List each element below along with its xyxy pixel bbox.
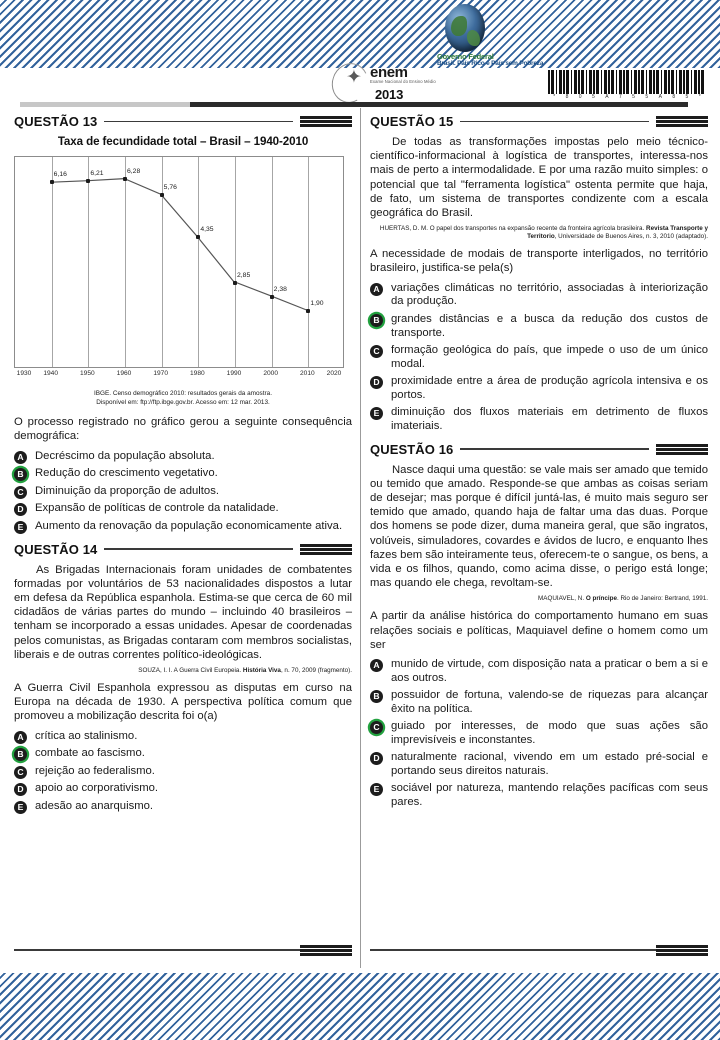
question-16-body: Nasce daqui uma questão: se vale mais ser amado que temido ou temido que amado. Responde-se que ambas as coisas seriam de desejar; mas porque é difícil juntá-las, é muito mais seguro ser temido que amado, quando haja de faltar uma das duas. Porque dos homens se pode dizer, duma maneira geral, que são ingratos, volúveis, simuladores, covardes e ávidos de lucro, e enquanto lhes fazes bem são inteiramente teus, oferecem-te o sangue, os bens, a vida e os filhos, quando, como acima disse, o perigo está longe; mas quando ele chega, revoltam-se. [370,463,708,590]
alternative-letter-badge[interactable]: A [14,731,27,744]
question-14 [14,542,352,814]
chart-point-label: 2,85 [237,271,251,279]
column-divider [360,108,361,968]
chart-data-point [270,295,274,299]
chart-point-label: 6,28 [127,167,141,175]
alternative-letter-badge[interactable]: A [14,451,27,464]
barcode-digit: 7 [618,94,622,100]
barcode-digit: 5 [632,94,635,100]
question-15-body: De todas as transformações impostas pelo meio técnico-científico-informacional à logística de transportes, interessa-nos mais de perto a intermodalidade. E por uma razão muito simples: o potencial que tal "ferramenta logística" ostenta permite que haja, de fato, um sistema de transportes condizente com a escala geográfica do Brasil. [370,136,708,220]
globe-icon [445,4,485,52]
question-16-number: QUESTÃO 16 [370,441,454,457]
barcode-digit: A [605,94,609,100]
chart-gridline [272,157,273,367]
enem-bird-icon: ✦ [346,67,362,88]
chart-x-tick-label: 1980 [189,370,205,377]
chart-x-tick-label: 2010 [299,370,315,377]
alternative-letter-badge[interactable]: D [370,752,383,765]
source-plain-2: , n. 70, 2009 (fragmento). [280,667,352,675]
header-line [460,121,649,122]
alternative-option-b[interactable] [14,747,352,761]
chart-gridline [235,157,236,367]
alternative-option-d[interactable] [14,502,352,516]
barcode-digit: * [553,94,556,100]
question-14-stem: A Guerra Civil Espanhola expressou as disputas em curso na Europa na década de 1930. A perspectiva política comum que promoveu a mobilização descrita foi o(a) [14,682,352,723]
header-stripe-block [300,116,352,127]
barcode-digit: 5 [645,94,649,100]
question-13 [14,114,352,534]
chart-data-point [123,177,127,181]
chart-line-svg [15,157,343,367]
alternative-option-a[interactable] [370,658,708,686]
question-13-alternatives [14,450,352,534]
chart-x-tick-label: 2020 [326,370,342,377]
alternative-letter-badge[interactable]: D [14,783,27,796]
alternative-option-b[interactable] [370,313,708,341]
header-rule-gray [20,102,190,107]
footer-rule-left [14,944,352,956]
alternative-letter-badge[interactable]: E [14,801,27,814]
enem-wordmark: enem [370,64,408,81]
header-stripe-block [656,116,708,127]
question-16-stem: A partir da análise histórica do comportamento humano em suas relações sociais e políticas, Maquiavel define o homem como um ser [370,610,708,651]
alternative-letter-badge[interactable]: C [14,766,27,779]
source-plain-2: . Rio de Janeiro: Bertrand, 1991. [616,595,708,603]
alternative-letter-badge[interactable]: B [370,690,383,703]
alternative-letter-badge[interactable]: C [370,721,383,734]
footer-line [370,949,656,950]
barcode-digit: 0 [578,94,582,100]
chart-point-label: 4,35 [200,226,214,234]
question-15-number: QUESTÃO 15 [370,114,454,129]
chart-data-point [233,281,237,285]
alternative-option-e[interactable] [370,782,708,810]
question-15-header [370,114,708,129]
chart-x-tick-label: 1940 [43,370,58,377]
page-footer-rules [0,944,720,958]
chart-gridline [125,157,126,367]
header-rule-black [190,102,688,107]
alternative-option-e[interactable] [14,800,352,814]
chart-gridline [198,157,199,367]
barcode-digit: 8 [672,94,676,100]
alternative-option-c[interactable] [370,720,708,748]
alternative-option-b[interactable] [370,689,708,717]
source-plain-1: MAQUIAVEL, N. [538,595,586,603]
barcode-digit: A [658,94,662,100]
alternative-text: apoio ao corporativismo. [35,782,159,795]
source-plain-2: , Universidade de Buenos Aires, n. 3, 2010 (adaptado). [554,233,708,241]
header-stripe-block [656,444,708,455]
alternative-text: munido de virtude, com disposição nata a praticar o bem a si e aos outros. [391,658,708,684]
question-13-number: QUESTÃO 13 [14,114,98,129]
chart-source [14,390,352,407]
alternative-text: combate ao fascismo. [35,747,145,760]
source-bold: O príncipe [585,595,617,603]
alternative-option-a[interactable] [370,282,708,310]
question-16-header [370,442,708,457]
alternative-text: Redução do crescimento vegetativo. [35,467,218,480]
chart-x-tick-label: 1950 [79,370,95,377]
question-14-body: As Brigadas Internacionais foram unidades de combatentes formadas por voluntários de 53 nacionalidades dispostos a lutar em defesa da República espanhola. Estima-se que cerca de 60 mil cidadãos de várias partes do mundo – incluindo 40 brasileiros – tenham se incorporado a essas unidades. Apesar de coordenadas pelos comunistas, as Brigadas contaram com membros socialistas, liberais e de outras correntes político-ideológicas. [14,563,352,661]
barcode-digit: * [698,94,701,100]
alternative-letter-badge[interactable]: A [370,659,383,672]
question-13-header [14,114,352,129]
decorative-hatch-bottom [0,973,720,1040]
right-column [370,112,708,818]
question-13-stem: O processo registrado no gráfico gerou a seguinte consequência demográfica: [14,416,352,443]
alternative-text: grandes distâncias e a busca da redução dos custos de transporte. [391,312,708,339]
alternative-text: naturalmente racional, vivendo em um estado pré-social e portando seus direitos naturais. [391,751,708,778]
logo-line-1: Governo Federal [437,52,494,61]
alternative-option-c[interactable] [14,765,352,779]
alternative-letter-badge[interactable]: B [14,468,27,481]
chart-plot-area [14,156,344,368]
alternative-option-a[interactable] [14,730,352,744]
header-line [460,448,649,449]
barcode-digits [548,94,706,100]
fecundity-chart [14,135,352,407]
alternative-text: Aumento da renovação da população economicamente ativa. [35,519,343,532]
chart-point-label: 5,76 [163,183,177,191]
chart-data-point [50,180,54,184]
alternative-letter-badge[interactable]: D [14,503,27,516]
alternative-letter-badge[interactable]: A [370,283,383,296]
barcode-digit: 5 [591,94,595,100]
chart-x-tick-label: 1930 [16,370,32,377]
alternative-letter-badge[interactable]: E [370,407,383,420]
question-14-header [14,542,352,557]
chart-source-line-2: Disponível em: ftp://ftp.ibge.gov.br. Acesso em: 12 mar. 2013. [96,398,270,406]
barcode-digit: 8 [565,94,569,100]
chart-data-point [306,309,310,313]
header-line [104,121,293,122]
chart-title: Taxa de fecundidade total – Brasil – 1940-2010 [57,135,309,148]
chart-gridline [52,157,53,367]
source-plain-1: SOUZA, I. I. A Guerra Civil Europeia. [138,667,243,675]
chart-series-line [51,179,306,310]
enem-subtitle: Exame Nacional do Ensino Médio [370,79,436,84]
alternative-letter-badge[interactable]: B [370,314,383,327]
question-16-source [370,595,708,603]
logo-line-2: Brasil. País Rico é País sem Pobreza [437,59,544,67]
alternative-option-e[interactable] [14,520,352,534]
barcode-digit: 5 [685,94,689,100]
alternative-text: adesão ao anarquismo. [35,799,154,812]
enem-year: 2013 [375,87,404,102]
source-bold: História Viva [242,667,281,675]
chart-gridline [162,157,163,367]
alternative-letter-badge[interactable]: E [14,521,27,534]
chart-point-label: 2,38 [273,285,287,293]
alternative-option-e[interactable] [370,406,708,434]
chart-point-label: 6,16 [53,171,67,179]
alternative-text: variações climáticas no território, associadas à interiorização da produção. [391,281,708,308]
alternative-text: diminuição dos fluxos materiais em detrimento de fluxos imateriais. [391,406,708,432]
alternative-text: proximidade entre a área de produção agrícola intensiva e os portos. [391,374,708,401]
alternative-text: possuidor de fortuna, valendo-se de riquezas para alcançar êxito na política. [391,689,708,715]
left-column [14,112,352,822]
question-15-source [370,225,708,241]
alternative-letter-badge[interactable]: C [14,486,27,499]
alternative-text: formação geológica do país, que impede o uso de um único modal. [391,343,708,370]
chart-data-point [160,193,164,197]
chart-data-point [86,179,90,183]
question-15 [370,114,708,434]
alternative-option-d[interactable] [14,782,352,796]
alternative-text: Diminuição da proporção de adultos. [35,484,219,497]
alternative-option-b[interactable] [14,467,352,481]
question-16-alternatives [370,658,708,810]
source-plain-1: HUERTAS, D. M. O papel dos transportes na expansão recente da fronteira agrícola brasileira. [379,225,647,233]
alternative-letter-badge[interactable]: C [370,345,383,358]
alternative-option-d[interactable] [370,751,708,779]
question-14-alternatives [14,730,352,814]
alternative-option-c[interactable] [14,485,352,499]
alternative-text: rejeição ao federalismo. [35,764,155,777]
chart-data-point [196,235,200,239]
alternative-text: Expansão de políticas de controle da natalidade. [35,502,279,515]
alternative-option-c[interactable] [370,344,708,372]
alternative-option-a[interactable] [14,450,352,464]
chart-gridline [88,157,89,367]
question-15-alternatives [370,282,708,434]
alternative-letter-badge[interactable]: D [370,376,383,389]
footer-rule-right [370,944,708,956]
footer-stripe-block [300,945,352,956]
question-14-number: QUESTÃO 14 [14,541,98,557]
chart-x-tick-label: 2000 [263,370,278,377]
chart-point-label: 1,90 [310,300,324,308]
alternative-text: sociável por natureza, mantendo relações pacíficas com seus pares. [391,782,708,809]
footer-line [14,949,300,950]
alternative-text: Decréscimo da população absoluta. [35,449,215,462]
chart-x-tick-label: 1960 [116,370,132,377]
header-stripe-block [300,544,352,555]
chart-source-line-1: IBGE. Censo demográfico 2010: resultados gerais da amostra. [94,390,272,397]
enem-logo [330,62,446,104]
question-15-stem: A necessidade de modais de transporte interligados, no território brasileiro, justifica-se pela(s) [370,248,708,275]
chart-x-axis-labels [14,370,344,384]
page-header [0,0,720,112]
chart-x-tick-label: 1970 [153,370,168,377]
question-14-source [14,667,352,675]
alternative-letter-badge[interactable]: B [14,748,27,761]
chart-point-label: 6,21 [90,169,104,177]
alternative-option-d[interactable] [370,375,708,403]
alternative-letter-badge[interactable]: E [370,783,383,796]
footer-stripe-block [656,945,708,956]
barcode [548,70,706,94]
alternative-text: guiado por interesses, de modo que suas ações são imprevisíveis e inconstantes. [391,720,708,747]
chart-gridline [308,157,309,367]
source-bold: Revista Transporte y Territorio [527,225,708,241]
header-line [104,548,293,549]
alternative-text: crítica ao stalinismo. [35,729,138,742]
chart-x-tick-label: 1990 [226,370,242,377]
government-logo [437,4,544,67]
question-16 [370,442,708,810]
